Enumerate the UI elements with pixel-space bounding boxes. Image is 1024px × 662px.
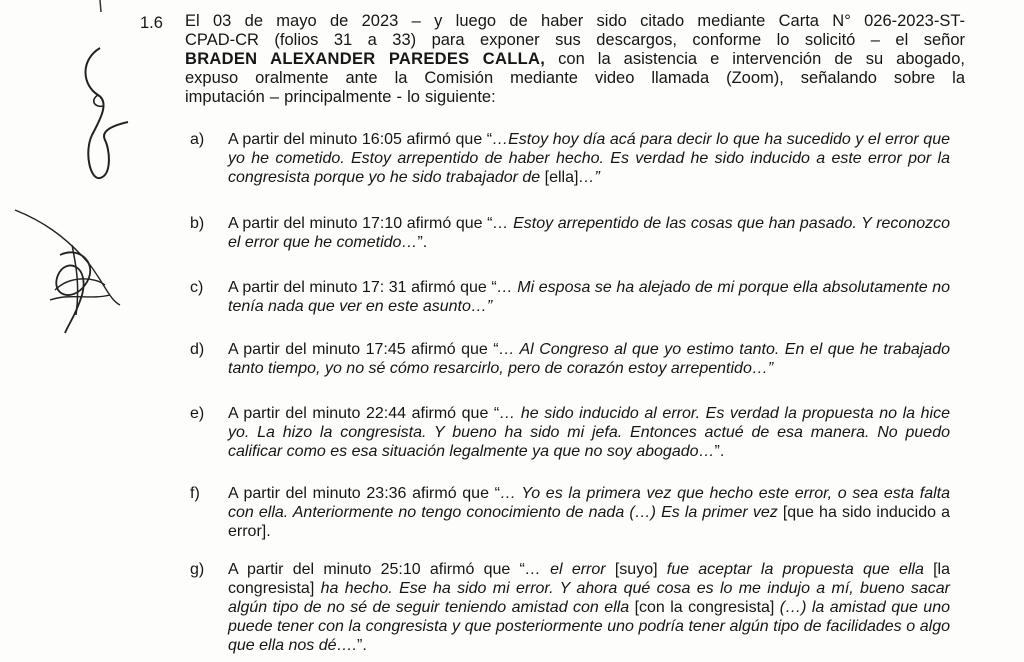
list-item-text [228, 484, 950, 541]
list-item-letter: c) [190, 279, 204, 296]
item-lead: A partir del minuto 22:44 afirmó que “ [228, 405, 500, 422]
list-item-letter: b) [190, 215, 205, 232]
item-lead: A partir del minuto 17:10 afirmó que “ [228, 215, 493, 232]
person-name: BRADEN ALEXANDER PAREDES CALLA, [185, 50, 546, 68]
quoted-testimony: (…) la amistad que uno puede tener con la congresista y que posteriormente uno podría tener algún tipo de facilidades o algo que ella nos dé…. [228, 599, 951, 654]
intro-line-name [185, 50, 965, 69]
quoted-testimony: ha hecho. Ese ha sido mi error. Y ahora qué cosa es lo me indujo a mí, bueno sacar algún tipo de no sé de seguir teniendo amistad con ella [228, 580, 950, 616]
editorial-insertion: [suyo] [614, 561, 658, 578]
intro-line: CPAD-CR (folios 31 a 33) para exponer sus descargos, conforme lo solicitó – el señor [185, 31, 965, 49]
intro-name-continuation: con la asistencia e intervención de su abogado, [545, 50, 965, 68]
editorial-insertion: ”. [356, 637, 367, 654]
list-item [190, 130, 950, 187]
handwritten-signature-bottom [10, 205, 130, 335]
editorial-insertion: [con la congresista] [634, 599, 775, 616]
list-item [190, 340, 950, 378]
list-item [190, 278, 950, 316]
handwritten-signature-top [70, 40, 140, 190]
list-item-letter: g) [190, 561, 205, 578]
list-item [190, 560, 950, 655]
list-item-text [228, 214, 950, 252]
editorial-insertion: ”. [714, 443, 725, 460]
list-item [190, 214, 950, 252]
list-item-letter: f) [190, 485, 200, 502]
item-lead: A partir del minuto 16:05 afirmó que “ [228, 131, 493, 148]
intro-line: imputación – principalmente - lo siguiente: [185, 88, 496, 106]
quoted-testimony: … Al Congreso al que yo estimo tanto. En el que he trabajado tanto tiempo, yo no sé cómo resarcirlo, pero de corazón estoy arrepentido…” [228, 341, 951, 377]
intro-line: El 03 de mayo de 2023 – y luego de haber sido citado mediante Carta N° 026-2023-ST- [185, 12, 965, 30]
list-item-text [228, 404, 950, 461]
editorial-insertion: [que ha sido inducido a error]. [228, 504, 950, 540]
section-intro-paragraph [185, 12, 965, 107]
item-lead: A partir del minuto 25:10 afirmó que “ [228, 561, 525, 578]
list-item-letter: a) [190, 131, 205, 148]
quoted-testimony: … Yo es la primera vez que hecho este error, o sea esta falta con ella. Anteriormente no tengo conocimiento de nada (…) Es la primer vez [228, 485, 951, 521]
quoted-testimony: fue aceptar la propuesta que ella [657, 561, 934, 578]
list-item-text [228, 340, 950, 378]
list-item [190, 484, 950, 541]
quoted-testimony: … Estoy arrepentido de las cosas que han pasado. Y reconozco el error que he cometido… [228, 215, 951, 251]
quoted-testimony: …” [578, 169, 600, 186]
list-item-text [228, 560, 950, 655]
item-lead: A partir del minuto 23:36 afirmó que “ [228, 485, 501, 502]
list-item-text [228, 278, 950, 316]
quoted-testimony: …Estoy hoy día acá para decir lo que ha sucedido y el error que yo he cometido. Estoy arrepentido de haber hecho. Es verdad he sido inducido a este error por la congresista porque yo he sido trabajador de [228, 131, 951, 186]
intro-line: expuso oralmente ante la Comisión mediante video llamada (Zoom), señalando sobre la [185, 69, 965, 87]
section-number: 1.6 [140, 14, 163, 32]
editorial-insertion: [ella] [544, 169, 579, 186]
item-lead: A partir del minuto 17:45 afirmó que “ [228, 341, 499, 358]
quoted-testimony: … he sido inducido al error. Es verdad la propuesta no la hice yo. La hizo la congresista. Y bueno ha sido mi jefa. Entonces actué de esa manera. No puedo calificar como es esa situación legalmente ya que no soy abogado… [228, 405, 950, 460]
item-lead: A partir del minuto 17: 31 afirmó que “ [228, 279, 497, 296]
editorial-insertion: ”. [417, 234, 428, 251]
list-item-text [228, 130, 950, 187]
quoted-testimony: … Mi esposa se ha alejado de mi porque ella absolutamente no tenía nada que ver en este asunto…” [228, 279, 950, 315]
editorial-insertion: [la congresista] [228, 561, 951, 597]
list-item-letter: d) [190, 341, 205, 358]
pen-stroke-top [95, 0, 105, 14]
list-item-letter: e) [190, 405, 205, 422]
list-item [190, 404, 950, 461]
quoted-testimony: … el error [524, 561, 615, 578]
